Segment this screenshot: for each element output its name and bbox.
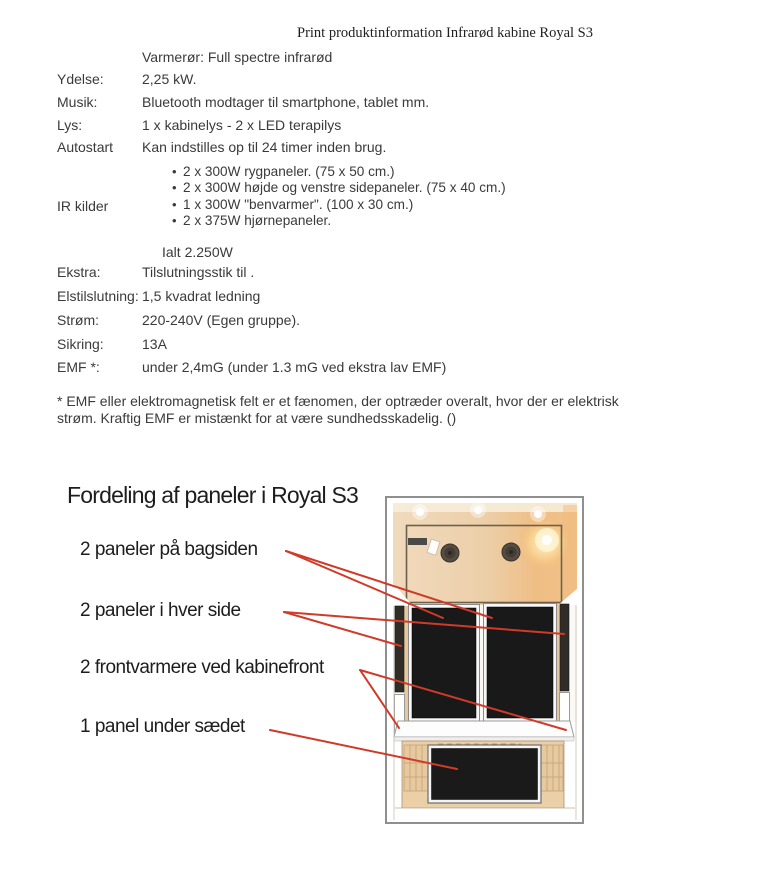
under-seat-panel (432, 749, 538, 800)
spec-value: Varmerør: Full spectre infrarød (142, 49, 333, 65)
control-panel (408, 538, 427, 545)
cabin-floor (393, 808, 577, 821)
emf-footnote (57, 393, 619, 426)
diagram-label-side-panels: 2 paneler i hver side (80, 600, 241, 621)
spec-label-ir-kilder: IR kilder (57, 198, 109, 214)
emf-footnote-line: * EMF eller elektromagnetisk felt er et fænomen, der optræder overalt, hvor der er elektrisk (57, 393, 619, 409)
spec-label: Elstilslutning: (57, 288, 139, 304)
bench-seat (394, 721, 574, 737)
spec-value: Kan indstilles op til 24 timer inden brug. (142, 139, 387, 155)
spec-label: Ydelse: (57, 71, 104, 87)
diagram-label-front-heaters: 2 frontvarmere ved kabinefront (80, 657, 324, 678)
spec-value: Bluetooth modtager til smartphone, tablet mm. (142, 94, 430, 110)
ir-source-item: • 2 x 300W højde og venstre sidepaneler. (75 x 40 cm.) (183, 180, 506, 196)
spec-label: Autostart (57, 139, 114, 155)
spec-value: 2,25 kW. (142, 71, 197, 87)
diagram-label-back-panels: 2 paneler på bagsiden (80, 539, 258, 560)
spec-value: 220-240V (Egen gruppe). (142, 312, 300, 328)
spec-label: Sikring: (57, 336, 104, 352)
ir-sources-list (183, 164, 506, 229)
spec-value: 13A (142, 336, 167, 352)
ir-source-item: • 2 x 300W rygpaneler. (75 x 50 cm.) (183, 164, 506, 180)
diagram-title: Fordeling af paneler i Royal S3 (67, 482, 358, 508)
page-title: Print produktinformation Infrarød kabine Royal S3 (297, 25, 593, 41)
ir-source-item: • 2 x 375W hjørnepaneler. (183, 213, 506, 229)
diagram-label-under-seat-panel: 1 panel under sædet (80, 716, 245, 737)
spec-value: 1 x kabinelys - 2 x LED terapilys (142, 117, 342, 133)
bench-slats-right (541, 745, 563, 791)
back-panel-right (487, 607, 553, 718)
side-panel-right (560, 604, 569, 691)
spec-label: EMF *: (57, 359, 100, 375)
emf-footnote-line: strøm. Kraftig EMF er mistænkt for at være sundhedsskadelig. () (57, 409, 457, 426)
ir-sources-total: Ialt 2.250W (162, 244, 233, 260)
spec-value: under 2,4mG (under 1.3 mG ved ekstra lav EMF) (142, 359, 447, 375)
bench-slats-left (404, 745, 428, 791)
spec-label: Musik: (57, 94, 98, 110)
spec-value: 1,5 kvadrat ledning (142, 288, 261, 304)
side-panel-left (395, 606, 404, 692)
spec-label: Lys: (57, 117, 83, 133)
spec-label: Strøm: (57, 312, 99, 328)
cabin-back-wall (392, 502, 578, 606)
spec-value: Tilslutningsstik til . (142, 264, 255, 280)
spec-label: Ekstra: (57, 264, 101, 280)
ir-source-item: • 1 x 300W "benvarmer". (100 x 30 cm.) (183, 197, 506, 213)
